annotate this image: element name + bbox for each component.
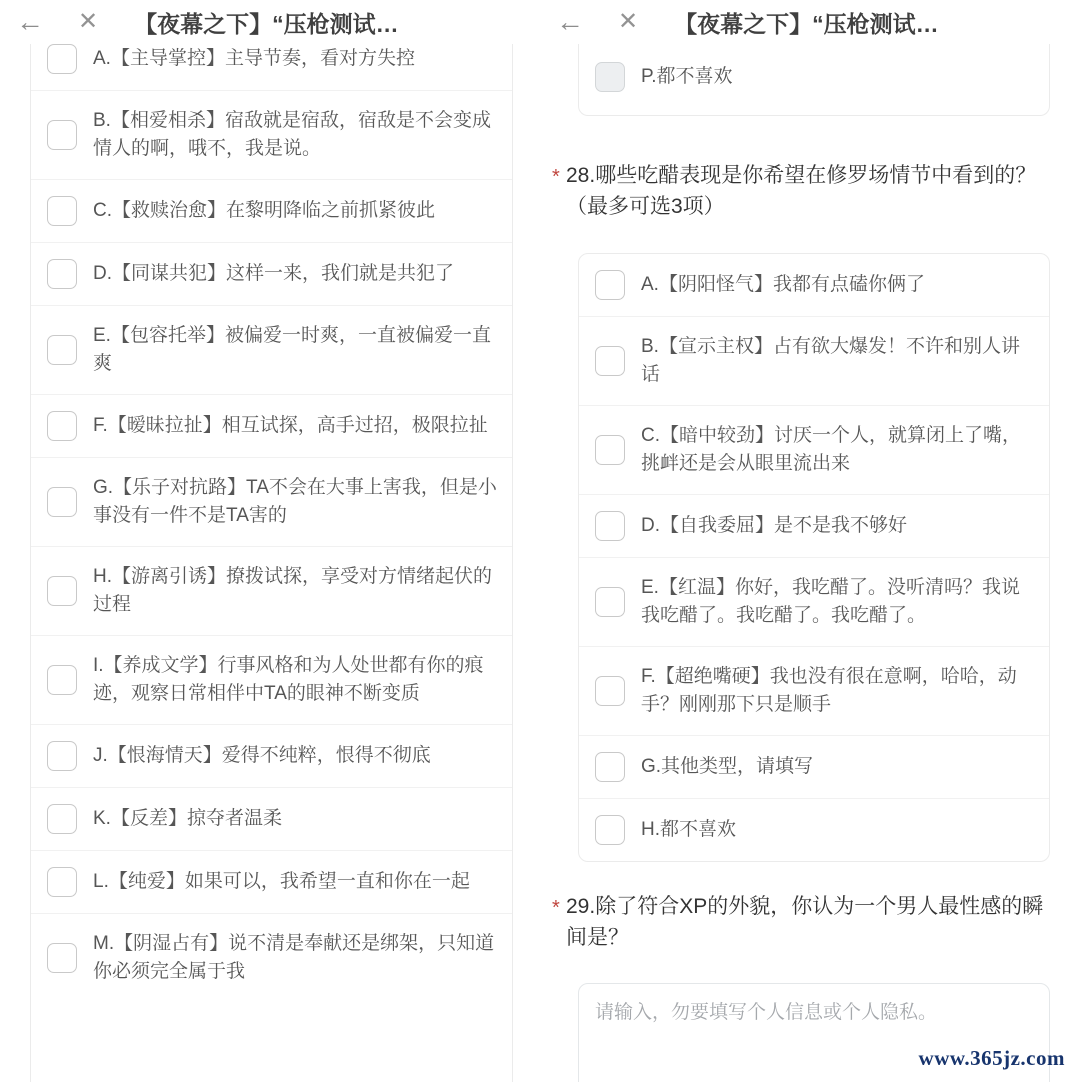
- options-card-q27: [30, 42, 513, 1082]
- option-label: P.都不喜欢: [641, 66, 733, 87]
- app-bar: [540, 0, 1080, 44]
- option-label: B.【宣示主权】占有欲大爆发！不许和别人讲话: [641, 336, 1020, 385]
- option-row-d[interactable]: [579, 494, 1049, 557]
- option-label: L.【纯爱】如果可以，我希望一直和你在一起: [93, 871, 470, 892]
- question-28: [552, 160, 1052, 222]
- question-29: [552, 891, 1052, 953]
- option-label: K.【反差】掠夺者温柔: [93, 808, 282, 829]
- checkbox[interactable]: [595, 511, 625, 541]
- option-row-g[interactable]: [31, 457, 512, 546]
- close-icon[interactable]: ✕: [78, 8, 99, 35]
- option-label: F.【暧昧拉扯】相互试探，高手过招，极限拉扯: [93, 415, 488, 436]
- option-label: H.【游离引诱】撩拨试探，享受对方情绪起伏的过程: [93, 566, 493, 615]
- option-label: G.其他类型，请填写: [641, 756, 814, 777]
- option-row-c[interactable]: [579, 405, 1049, 494]
- checkbox[interactable]: [595, 815, 625, 845]
- option-row-f[interactable]: [31, 394, 512, 457]
- options-card-q28: [578, 253, 1050, 862]
- checkbox[interactable]: [595, 587, 625, 617]
- back-icon[interactable]: ←: [556, 6, 584, 37]
- checkbox[interactable]: [47, 665, 77, 695]
- option-label: M.【阴湿占有】说不清是奉献还是绑架，只知道你必须完全属于我: [93, 933, 495, 982]
- question-28-text: 28.哪些吃醋表现是你希望在修罗场情节中看到的？（最多可选3项）: [566, 164, 1037, 218]
- option-row-e[interactable]: [579, 557, 1049, 646]
- checkbox[interactable]: [47, 576, 77, 606]
- page-title: 【夜幕之下】“压枪测试…: [674, 10, 939, 37]
- option-row-h[interactable]: [579, 798, 1049, 861]
- option-row-l[interactable]: [31, 850, 512, 913]
- checkbox[interactable]: [595, 435, 625, 465]
- option-row-p[interactable]: [579, 42, 1049, 108]
- checkbox[interactable]: [47, 741, 77, 771]
- checkbox[interactable]: [595, 62, 625, 92]
- option-row-k[interactable]: [31, 787, 512, 850]
- option-label: D.【自我委屈】是不是我不够好: [641, 515, 908, 536]
- option-row-j[interactable]: [31, 724, 512, 787]
- option-row-a[interactable]: [579, 254, 1049, 316]
- checkbox[interactable]: [47, 259, 77, 289]
- option-row-h[interactable]: [31, 546, 512, 635]
- option-label: A.【阴阳怪气】我都有点磕你俩了: [641, 274, 925, 295]
- option-label: B.【相爱相杀】宿敌就是宿敌，宿敌是不会变成情人的啊，哦不，我是说。: [93, 110, 491, 159]
- option-label: J.【恨海情天】爱得不纯粹，恨得不彻底: [93, 745, 431, 766]
- checkbox[interactable]: [47, 943, 77, 973]
- checkbox[interactable]: [47, 411, 77, 441]
- checkbox[interactable]: [595, 676, 625, 706]
- checkbox[interactable]: [47, 196, 77, 226]
- checkbox[interactable]: [595, 752, 625, 782]
- option-label: G.【乐子对抗路】TA不会在大事上害我，但是小事没有一件不是TA害的: [93, 477, 497, 526]
- checkbox[interactable]: [595, 270, 625, 300]
- option-label: C.【暗中较劲】讨厌一个人，就算闭上了嘴，挑衅还是会从眼里流出来: [641, 425, 1022, 474]
- question-29-text: 29.除了符合XP的外貌，你认为一个男人最性感的瞬间是？: [566, 895, 1044, 949]
- back-icon[interactable]: ←: [16, 6, 44, 37]
- option-row-d[interactable]: [31, 242, 512, 305]
- option-label: A.【主导掌控】主导节奏，看对方失控: [93, 48, 415, 69]
- option-row-i[interactable]: [31, 635, 512, 724]
- option-label: E.【红温】你好，我吃醋了。没听清吗？我说我吃醋了。我吃醋了。我吃醋了。: [641, 577, 1020, 626]
- checkbox[interactable]: [47, 120, 77, 150]
- option-row-e[interactable]: [31, 305, 512, 394]
- option-label: E.【包容托举】被偏爱一时爽，一直被偏爱一直爽: [93, 325, 491, 374]
- required-asterisk: *: [552, 166, 560, 188]
- options-card-prev: [578, 42, 1050, 116]
- app-bar: [0, 0, 540, 44]
- checkbox[interactable]: [47, 804, 77, 834]
- option-row-c[interactable]: [31, 179, 512, 242]
- option-row-a[interactable]: [31, 42, 512, 90]
- checkbox[interactable]: [595, 346, 625, 376]
- option-label: I.【养成文学】行事风格和为人处世都有你的痕迹，观察日常相伴中TA的眼神不断变质: [93, 655, 484, 704]
- option-label: C.【救赎治愈】在黎明降临之前抓紧彼此: [93, 200, 436, 221]
- page-title: 【夜幕之下】“压枪测试…: [134, 10, 399, 37]
- option-row-b[interactable]: [31, 90, 512, 179]
- checkbox[interactable]: [47, 867, 77, 897]
- checkbox[interactable]: [47, 487, 77, 517]
- option-label: H.都不喜欢: [641, 819, 737, 840]
- option-label: D.【同谋共犯】这样一来，我们就是共犯了: [93, 263, 455, 284]
- checkbox[interactable]: [47, 44, 77, 74]
- watermark: www.365jz.com: [918, 1046, 1065, 1070]
- option-row-g[interactable]: [579, 735, 1049, 798]
- option-label: F.【超绝嘴硬】我也没有很在意啊，哈哈，动手？刚刚那下只是顺手: [641, 666, 1017, 715]
- checkbox[interactable]: [47, 335, 77, 365]
- right-screen: [540, 0, 1080, 1082]
- option-row-f[interactable]: [579, 646, 1049, 735]
- option-row-m[interactable]: [31, 913, 512, 1002]
- required-asterisk: *: [552, 897, 560, 919]
- close-icon[interactable]: ✕: [618, 8, 639, 35]
- option-row-b[interactable]: [579, 316, 1049, 405]
